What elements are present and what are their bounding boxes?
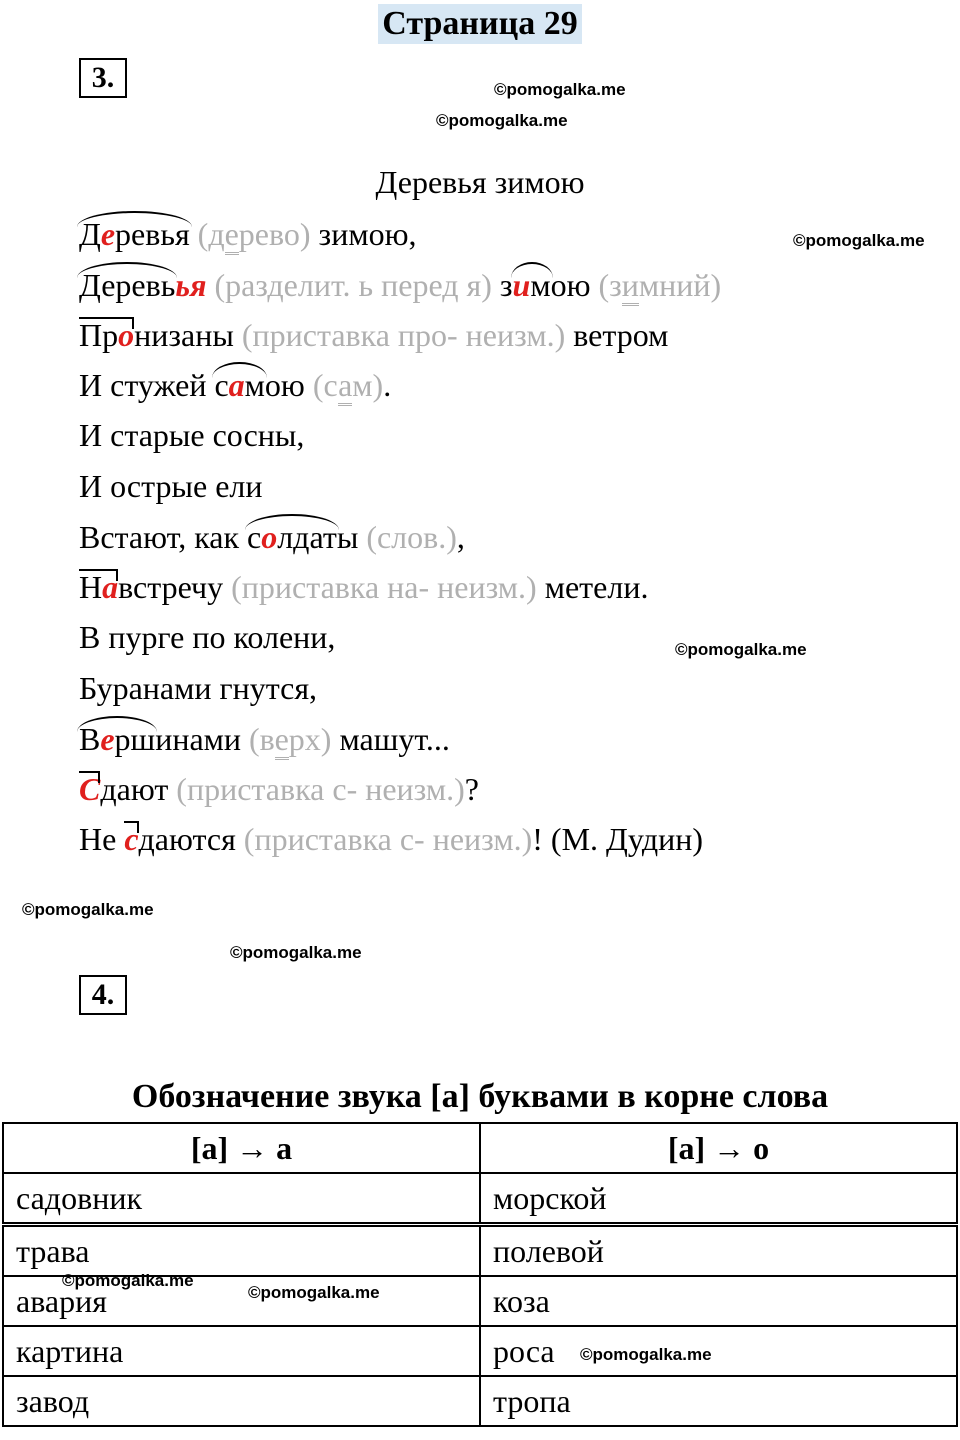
table-cell: коза — [480, 1276, 957, 1326]
table-cell: картина — [3, 1326, 480, 1376]
watermark: ©pomogalka.me — [793, 231, 925, 250]
word-root-arc: Верш — [79, 721, 156, 757]
page-title-wrap — [0, 4, 960, 44]
watermark: ©pomogalka.me — [580, 1345, 712, 1364]
table-header-o: [а] → о — [480, 1123, 957, 1173]
watermark: ©pomogalka.me — [230, 943, 362, 962]
poem-line-5: И старые сосны, — [79, 417, 305, 453]
prefix-mark: С — [79, 771, 101, 807]
table-row — [3, 1173, 957, 1225]
exercise-4-number: 4. — [79, 975, 127, 1015]
poem-line-7: Встают, как солдаты (слов.), — [79, 519, 465, 555]
table-cell: тропа — [480, 1376, 957, 1426]
poem-line-1: Деревья (дерево) зимою, — [79, 214, 416, 254]
prefix-mark: На — [79, 569, 119, 605]
table-cell: морской — [480, 1173, 957, 1225]
prefix-mark: с — [124, 821, 139, 857]
table-row — [3, 1376, 957, 1426]
word-root-arc: солдат — [247, 519, 337, 555]
watermark: ©pomogalka.me — [248, 1283, 380, 1302]
table-cell: завод — [3, 1376, 480, 1426]
page-title: Страница 29 — [378, 4, 581, 44]
table-cell: авария — [3, 1276, 480, 1326]
table-title: Обозначение звука [а] буквами в корне слова — [131, 1078, 829, 1115]
table-cell: роса — [480, 1326, 957, 1376]
poem-line-12: Сдают (приставка с- неизм.)? — [79, 771, 479, 807]
table-header-row — [3, 1123, 957, 1173]
table-header-a: [а] → а — [3, 1123, 480, 1173]
poem-title: Деревья зимою — [375, 164, 585, 200]
watermark: ©pomogalka.me — [62, 1271, 194, 1290]
word-root-arc: Деревь — [79, 267, 176, 303]
poem-line-2: Деревьья (разделит. ь перед я) зимою (зимний) — [79, 265, 721, 305]
watermark: ©pomogalka.me — [436, 111, 568, 130]
watermark: ©pomogalka.me — [675, 640, 807, 659]
poem-line-8: Навстречу (приставка на- неизм.) метели. — [79, 569, 649, 605]
word-root-arc: Деревья — [79, 216, 190, 252]
poem-line-3: Пронизаны (приставка про- неизм.) ветром — [79, 317, 669, 353]
table-cell: садовник — [3, 1173, 480, 1225]
poem-line-9: В пурге по колени, — [79, 619, 336, 655]
poem-line-10: Буранами гнутся, — [79, 670, 318, 706]
poem-line-13: Не сдаются (приставка с- неизм.)! (М. Дудин) — [79, 821, 704, 857]
exercise-3-number: 3. — [79, 58, 127, 98]
table-cell: трава — [3, 1225, 480, 1277]
poem-line-4: И стужей самою (сам). — [79, 365, 391, 405]
word-root-arc: сам — [214, 367, 265, 403]
table-row — [3, 1326, 957, 1376]
poem-line-11: Вершинами (верх) машут... — [79, 719, 450, 759]
table-row — [3, 1225, 957, 1277]
word-root-arc: им — [512, 267, 551, 303]
prefix-mark: Про — [79, 317, 135, 353]
watermark: ©pomogalka.me — [22, 900, 154, 919]
table-cell: полевой — [480, 1225, 957, 1277]
poem-line-6: И острые ели — [79, 468, 263, 504]
watermark: ©pomogalka.me — [494, 80, 626, 99]
